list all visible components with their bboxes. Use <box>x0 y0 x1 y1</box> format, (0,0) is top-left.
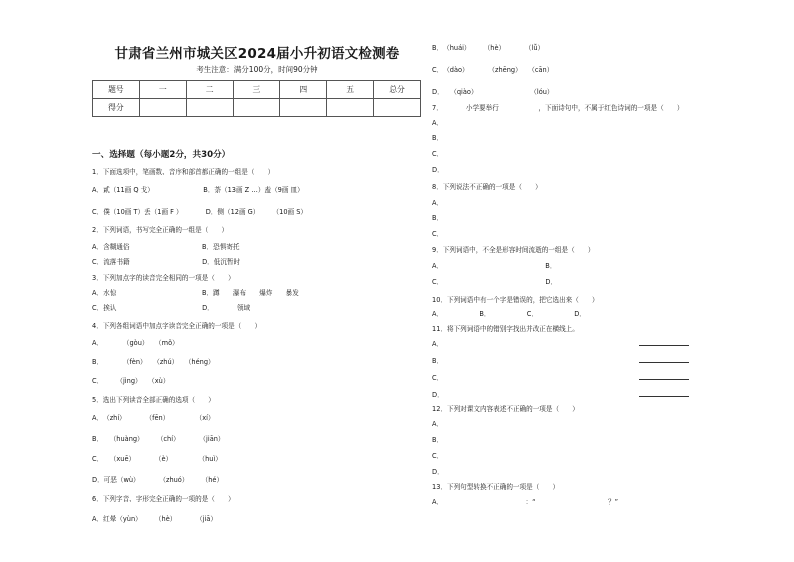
question-line: A． B． <box>432 262 557 270</box>
answer-blank[interactable] <box>639 396 689 397</box>
question-line: D． <box>432 166 444 174</box>
score-header-cell: 三 <box>233 81 280 99</box>
page-title: 甘肃省兰州市城关区2024届小升初语文检测卷 <box>114 46 400 62</box>
question-line: D． <box>432 391 444 399</box>
question-line: D．可恶（wù） （zhuó） （hé） <box>92 476 224 484</box>
score-cell[interactable] <box>280 99 327 117</box>
question-line: C． （jìng） （xù） <box>92 377 170 385</box>
question-line: 13．下列句型转换不正确的一项是（ ） <box>432 483 560 491</box>
question-line: 4．下列各组词语中加点字读音完全正确的一项是（ ） <box>92 322 262 330</box>
question-line: A． <box>432 340 444 348</box>
question-line: C． （dào） （zhēng） （cān） <box>432 66 577 74</box>
score-row-label: 得分 <box>93 99 140 117</box>
question-line: B． （fèn） （zhú） （héng） <box>92 358 215 366</box>
question-line: C． <box>432 452 444 460</box>
question-line: A．含糊通俗 B．恐惧寄托 <box>92 243 240 251</box>
score-header-row <box>93 81 421 99</box>
question-line: D． <box>432 468 444 476</box>
question-line: 6．下列字音、字形完全正确的一项的是（ ） <box>92 495 235 503</box>
question-line: C．僕（10画 T）丢（1画 F ） D．侧（12画 G） （10画 S） <box>92 208 307 216</box>
question-line: C． （xuē） （è） （huì） <box>92 455 222 463</box>
answer-blank[interactable] <box>639 362 689 363</box>
question-line: 9．下列词语中，不全是形容时间流逝的一组是（ ） <box>432 246 595 254</box>
score-header-cell: 五 <box>327 81 374 99</box>
question-line: 12．下列对课文内容表述不正确的一项是（ ） <box>432 405 579 413</box>
score-cell[interactable] <box>233 99 280 117</box>
score-cell[interactable] <box>327 99 374 117</box>
question-line: 1．下面选项中，笔画数、音序和部首都正确的一组是（ ） <box>92 168 275 176</box>
score-header-cell: 二 <box>186 81 233 99</box>
question-line: B． <box>432 436 444 444</box>
section-heading: 一、选择题（每小题2分，共30分） <box>92 150 231 160</box>
question-line: A． <box>432 119 444 127</box>
score-value-row <box>93 99 421 117</box>
score-header-cell: 四 <box>280 81 327 99</box>
question-line: A． <box>432 199 444 207</box>
question-line: 10．下列词语中有一个字是错误的，把它选出来（ ） <box>432 296 599 304</box>
score-header-cell: 一 <box>139 81 186 99</box>
question-line: 11．将下列词语中的错别字找出并改正在横线上。 <box>432 325 579 333</box>
question-line <box>432 512 597 521</box>
question-line: 7． 小学要举行 ，下面诗句中，不属于红色诗词的一项是（ ） <box>432 104 684 112</box>
answer-blank[interactable] <box>639 379 689 380</box>
question-line: B． （huàng） （chí） （jiān） <box>92 435 225 443</box>
question-line: B． <box>432 134 444 142</box>
exam-notice: 考生注意：满分100分，时间90分钟 <box>196 65 318 74</box>
question-line: 3．下列加点字的读音完全相同的一项是（ ） <box>92 274 235 282</box>
question-line: B． <box>432 214 444 222</box>
question-line: C． <box>432 374 444 382</box>
score-header-cell: 总分 <box>374 81 421 99</box>
question-line: B． （huái） （hè） （lǚ） <box>432 44 568 52</box>
question-line: A． （zhí） （fēn） （xí） <box>92 414 215 422</box>
score-table <box>92 80 421 117</box>
question-line: A． （gòu） （mǒ） <box>92 339 179 347</box>
score-header-cell: 题号 <box>93 81 140 99</box>
question-line: C．流落书籍 D．低沉暂时 <box>92 258 241 266</box>
question-line: A． B． C． D． <box>432 310 586 318</box>
question-line: 8．下列说法不正确的一项是（ ） <box>432 183 542 191</box>
question-line: C．挨认 D． 领域 <box>92 304 277 312</box>
question-line: B． <box>432 357 444 365</box>
score-cell[interactable] <box>186 99 233 117</box>
question-line: A． ：“ ？” <box>432 498 619 506</box>
question-line: C． <box>432 230 444 238</box>
question-line: A．水惊 B．蹲 瀑布 爆炸 暴发 <box>92 289 299 297</box>
question-line: 5．选出下列读音全部正确的选项（ ） <box>92 396 215 404</box>
question-line: 2．下列词语，书写完全正确的一组是（ ） <box>92 226 229 234</box>
score-cell[interactable] <box>374 99 421 117</box>
question-line: A．貳（11画 Q 戈） B．荼（13画 Z …）盍（9画 皿） <box>92 186 304 194</box>
question-line: D． （qiào） （lóu） <box>432 88 564 96</box>
score-cell[interactable] <box>139 99 186 117</box>
question-line: C． <box>432 150 444 158</box>
question-line: A． <box>432 420 444 428</box>
question-line: C． D． <box>432 278 558 286</box>
answer-blank[interactable] <box>639 345 689 346</box>
question-line: A．红晕（yùn） （hè） （jiā） <box>92 515 241 523</box>
